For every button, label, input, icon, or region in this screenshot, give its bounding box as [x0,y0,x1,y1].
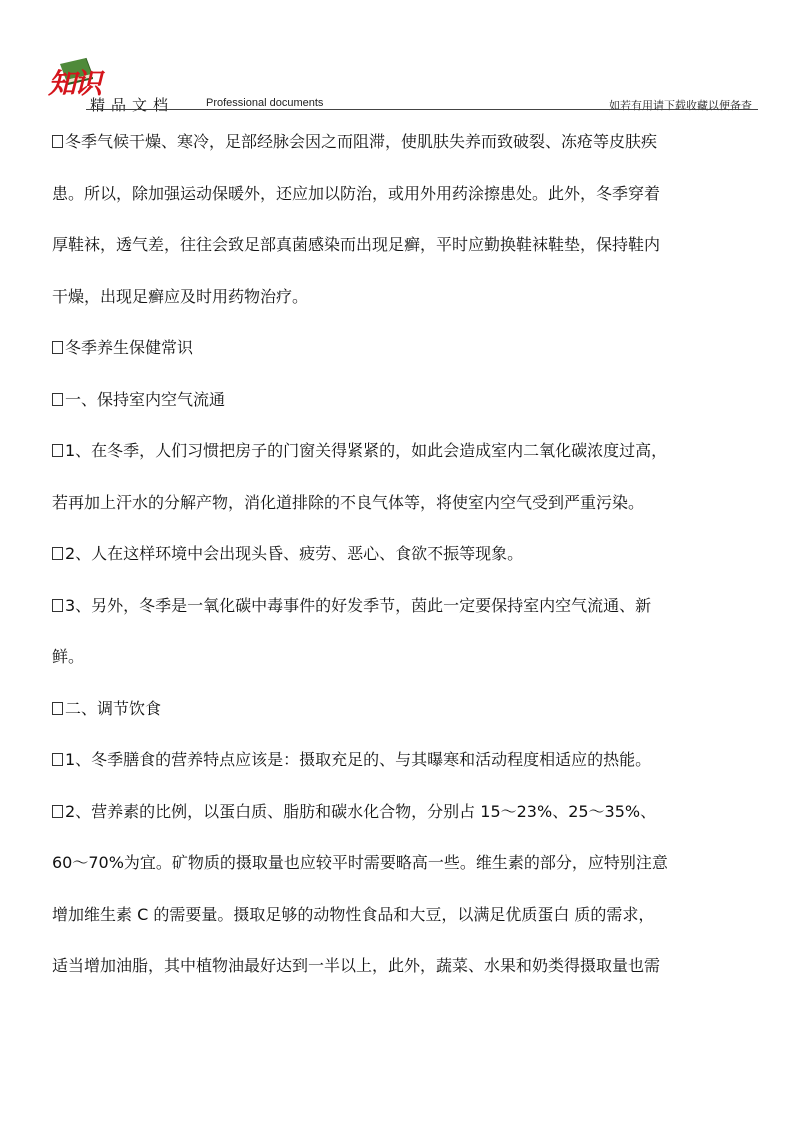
paragraph-text: 1、冬季膳食的营养特点应该是：摄取充足的、与其曝寒和活动程度相适应的热能。 [65,750,652,769]
placeholder-box-icon [52,805,63,818]
placeholder-box-icon [52,547,63,560]
placeholder-box-icon [52,393,63,406]
paragraph-text: 鲜。 [52,647,85,666]
placeholder-box-icon [52,702,63,715]
placeholder-box-icon [52,341,63,354]
header-note: 如若有用请下载收藏以便备查 [609,99,752,112]
paragraph-text: 适当增加油脂，其中植物油最好达到一半以上，此外，蔬菜、水果和奶类得摄取量也需 [52,956,661,975]
paragraph-line [52,734,752,786]
header-divider [86,109,758,110]
paragraph-line [52,786,752,838]
paragraph-text: 增加维生素 C 的需要量。摄取足够的动物性食品和大豆，以满足优质蛋白 质的需求， [52,904,655,924]
paragraph-line [52,477,752,529]
paragraph-text: 二、调节饮食 [65,698,162,718]
paragraph-line [52,889,752,941]
paragraph-line [52,837,752,889]
logo-text: 知识 [48,67,101,100]
paragraph-text: 2、营养素的比例，以蛋白质、脂肪和碳水化合物，分别占 15～23%、25～35%、 [65,801,657,821]
document-body [52,116,752,992]
paragraph-line [52,271,752,323]
brand-subtitle: Professional documents [206,97,324,109]
paragraph-line [52,425,752,477]
placeholder-box-icon [52,444,63,457]
paragraph-line [52,940,752,992]
placeholder-box-icon [52,599,63,612]
placeholder-box-icon [52,135,63,148]
paragraph-line [52,116,752,168]
paragraph-text: 一、保持室内空气流通 [65,389,226,409]
paragraph-text: 2、人在这样环境中会出现头昏、疲劳、恶心、食欲不振等现象。 [65,544,524,563]
paragraph-line [52,168,752,220]
brand-title: 精品文档 [90,96,175,114]
paragraph-line [52,219,752,271]
placeholder-box-icon [52,753,63,766]
paragraph-text: 冬季养生保健常识 [65,338,194,357]
page-header [46,54,758,114]
paragraph-text: 1、在冬季，人们习惯把房子的门窗关得紧紧的，如此会造成室内二氧化碳浓度过高， [65,441,668,460]
paragraph-text: 冬季气候干燥、寒冷，足部经脉会因之而阻滞，使肌肤失养而致破裂、冻疮等皮肤疾 [65,132,658,151]
paragraph-line [52,631,752,683]
paragraph-text: 厚鞋袜，透气差，往往会致足部真菌感染而出现足癣，平时应勤换鞋袜鞋垫，保持鞋内 [52,235,661,254]
paragraph-line [52,580,752,632]
paragraph-line [52,683,752,735]
paragraph-text: 患。所以，除加强运动保暖外，还应加以防治，或用外用药涂擦患处。此外，冬季穿着 [52,183,661,203]
paragraph-text: 若再加上汗水的分解产物，消化道排除的不良气体等，将使室内空气受到严重污染。 [52,492,645,512]
paragraph-line [52,322,752,374]
paragraph-line [52,374,752,426]
paragraph-text: 3、另外，冬季是一氧化碳中毒事件的好发季节，茵此一定要保持室内空气流通、新 [65,595,652,615]
paragraph-line [52,528,752,580]
paragraph-text: 60～70%为宜。矿物质的摄取量也应较平时需要略高一些。维生素的部分，应特别注意 [52,853,668,872]
paragraph-text: 干燥，出现足癣应及时用药物治疗。 [52,286,309,306]
